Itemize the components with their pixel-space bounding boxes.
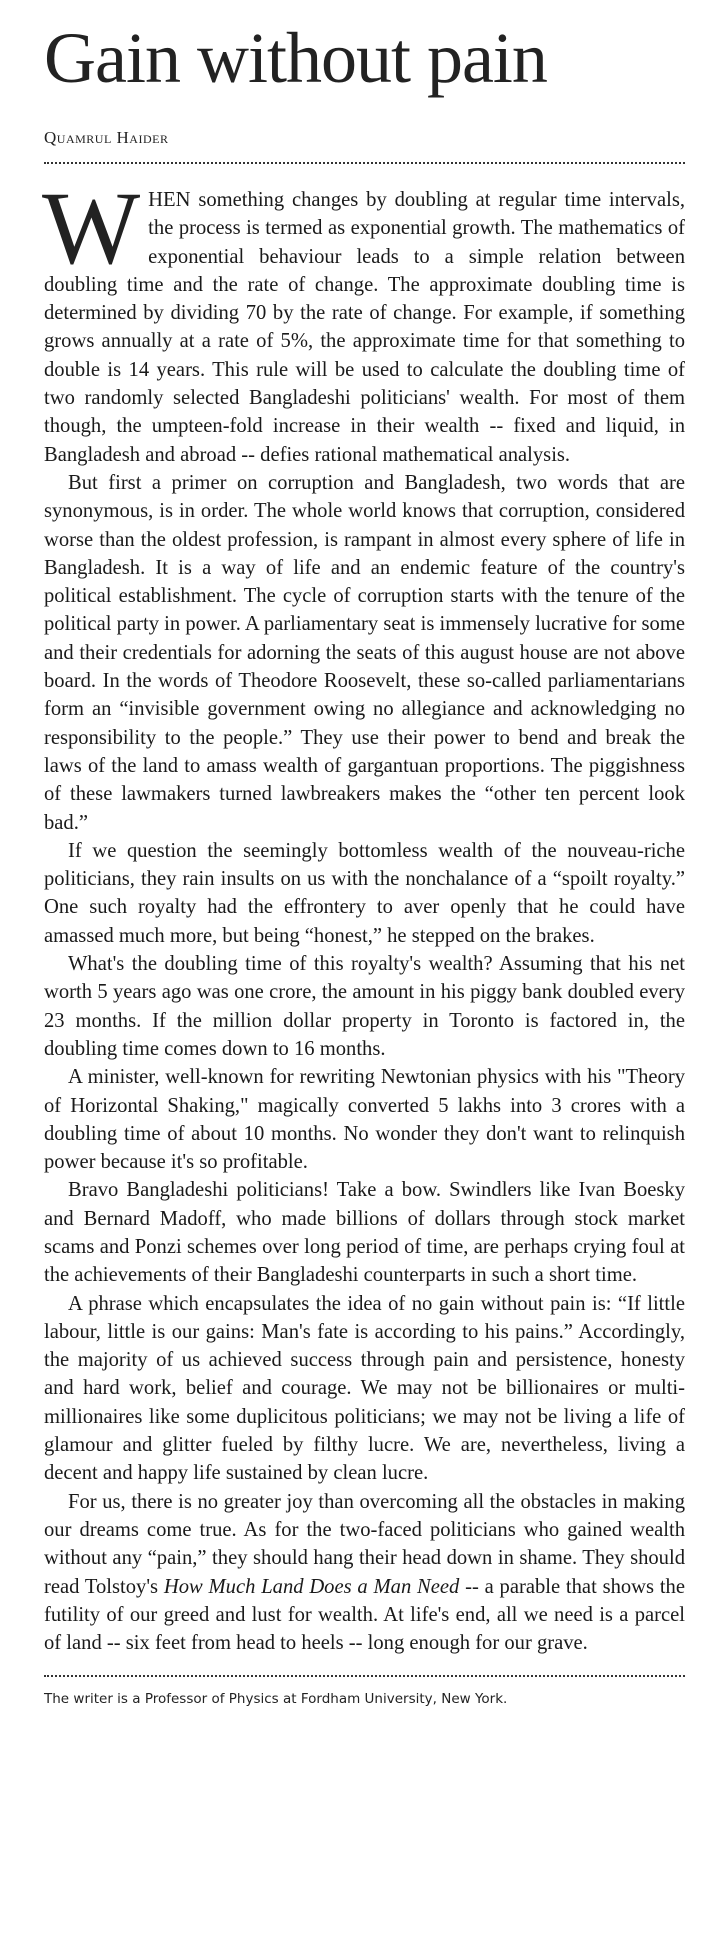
paragraph-4: What's the doubling time of this royalty's wealth? Assuming that his net worth 5 years ago was one crore, the amount in his piggy bank doubled every 23 months. If the million dollar property in Toronto is factored in, the doubling time comes down to 16 months.	[44, 953, 685, 1060]
paragraph-8-text-a: For us, there is no greater joy than overcoming all the obstacles in making our dreams come true. As for the two-faced politicians who gained wealth without any “pain,” they should hang their head down in shame. They should read Tolstoy's	[44, 1490, 685, 1598]
paragraph-6: Bravo Bangladeshi politicians! Take a bow. Swindlers like Ivan Boesky and Bernard Madoff, who made billions of dollars through stock market scams and Ponzi schemes over long period of time, are perhaps crying foul at the achievements of their Bangladeshi counterparts in such a short time.	[44, 1179, 685, 1287]
paragraph-8	[44, 1488, 685, 1658]
author-footnote: The writer is a Professor of Physics at Fordham University, New York.	[44, 1691, 508, 1708]
paragraph-8-text-b: -- a parable that shows the futility of our greed and lust for wealth. At life's end, all we need is a parcel of land -- six feet from head to heels -- long enough for our grave.	[44, 1575, 685, 1655]
drop-cap: W	[42, 171, 141, 286]
lead-in-caps: HEN	[148, 189, 191, 211]
article-page	[44, 0, 685, 1707]
top-divider	[44, 162, 685, 164]
book-title: How Much Land Does a Man Need	[163, 1575, 460, 1598]
paragraph-1-text: something changes by doubling at regular time intervals, the process is termed as exponential growth. The mathematics of exponential behaviour leads to a simple relation between doubling time and the rate of change. The approximate doubling time is determined by dividing 70 by the rate of change. For example, if something grows annually at a rate of 5%, the approximate time for that something to double is 14 years. This rule will be used to calculate the doubling time of two randomly selected Bangladeshi politicians' wealth. For most of them though, the umpteen-fold increase in their wealth -- fixed and liquid, in Bangladesh and abroad -- defies rational mathematical analysis.	[44, 189, 685, 466]
article-body	[42, 171, 685, 1657]
headline: Gain without pain	[44, 18, 547, 98]
paragraph-1	[42, 171, 685, 469]
byline: Quamrul Haider	[44, 128, 169, 147]
paragraph-5: A minister, well-known for rewriting Newtonian physics with his "Theory of Horizontal Shaking," magically converted 5 lakhs into 3 crores with a doubling time of about 10 months. No wonder they don't want to relinquish power because it's so profitable.	[44, 1066, 685, 1174]
paragraph-2: But first a primer on corruption and Bangladesh, two words that are synonymous, is in order. The whole world knows that corruption, considered worse than the oldest profession, is rampant in almost every sphere of life in Bangladesh. It is a way of life and an endemic feature of the country's political establishment. The cycle of corruption starts with the tenure of the political party in power. A parliamentary seat is immensely lucrative for some and their credentials for adorning the seats of this august house are not above board. In the words of Theodore Roosevelt, these so-called parliamentarians form an “invisible government owing no allegiance and acknowledging no responsibility to the people.” They use their power to bend and break the laws of the land to amass wealth of gargantuan proportions. The piggishness of these lawmakers turned lawbreakers makes the “other ten percent look bad.”	[44, 471, 685, 834]
bottom-divider	[44, 1675, 685, 1677]
paragraph-3: If we question the seemingly bottomless wealth of the nouveau-riche politicians, they rain insults on us with the nonchalance of a “spoilt royalty.” One such royalty had the effrontery to aver openly that he could have amassed much more, but being “honest,” he stepped on the brakes.	[44, 839, 685, 947]
paragraph-7: A phrase which encapsulates the idea of no gain without pain is: “If little labour, little is our gains: Man's fate is according to his pains.” Accordingly, the majority of us achieved success through pain and persistence, honesty and hard work, belief and courage. We may not be billionaires or multi-millionaires like some duplicitous politicians; we may not be living a life of glamour and glitter fueled by filthy lucre. We are, nevertheless, living a decent and happy life sustained by clean lucre.	[44, 1292, 685, 1485]
